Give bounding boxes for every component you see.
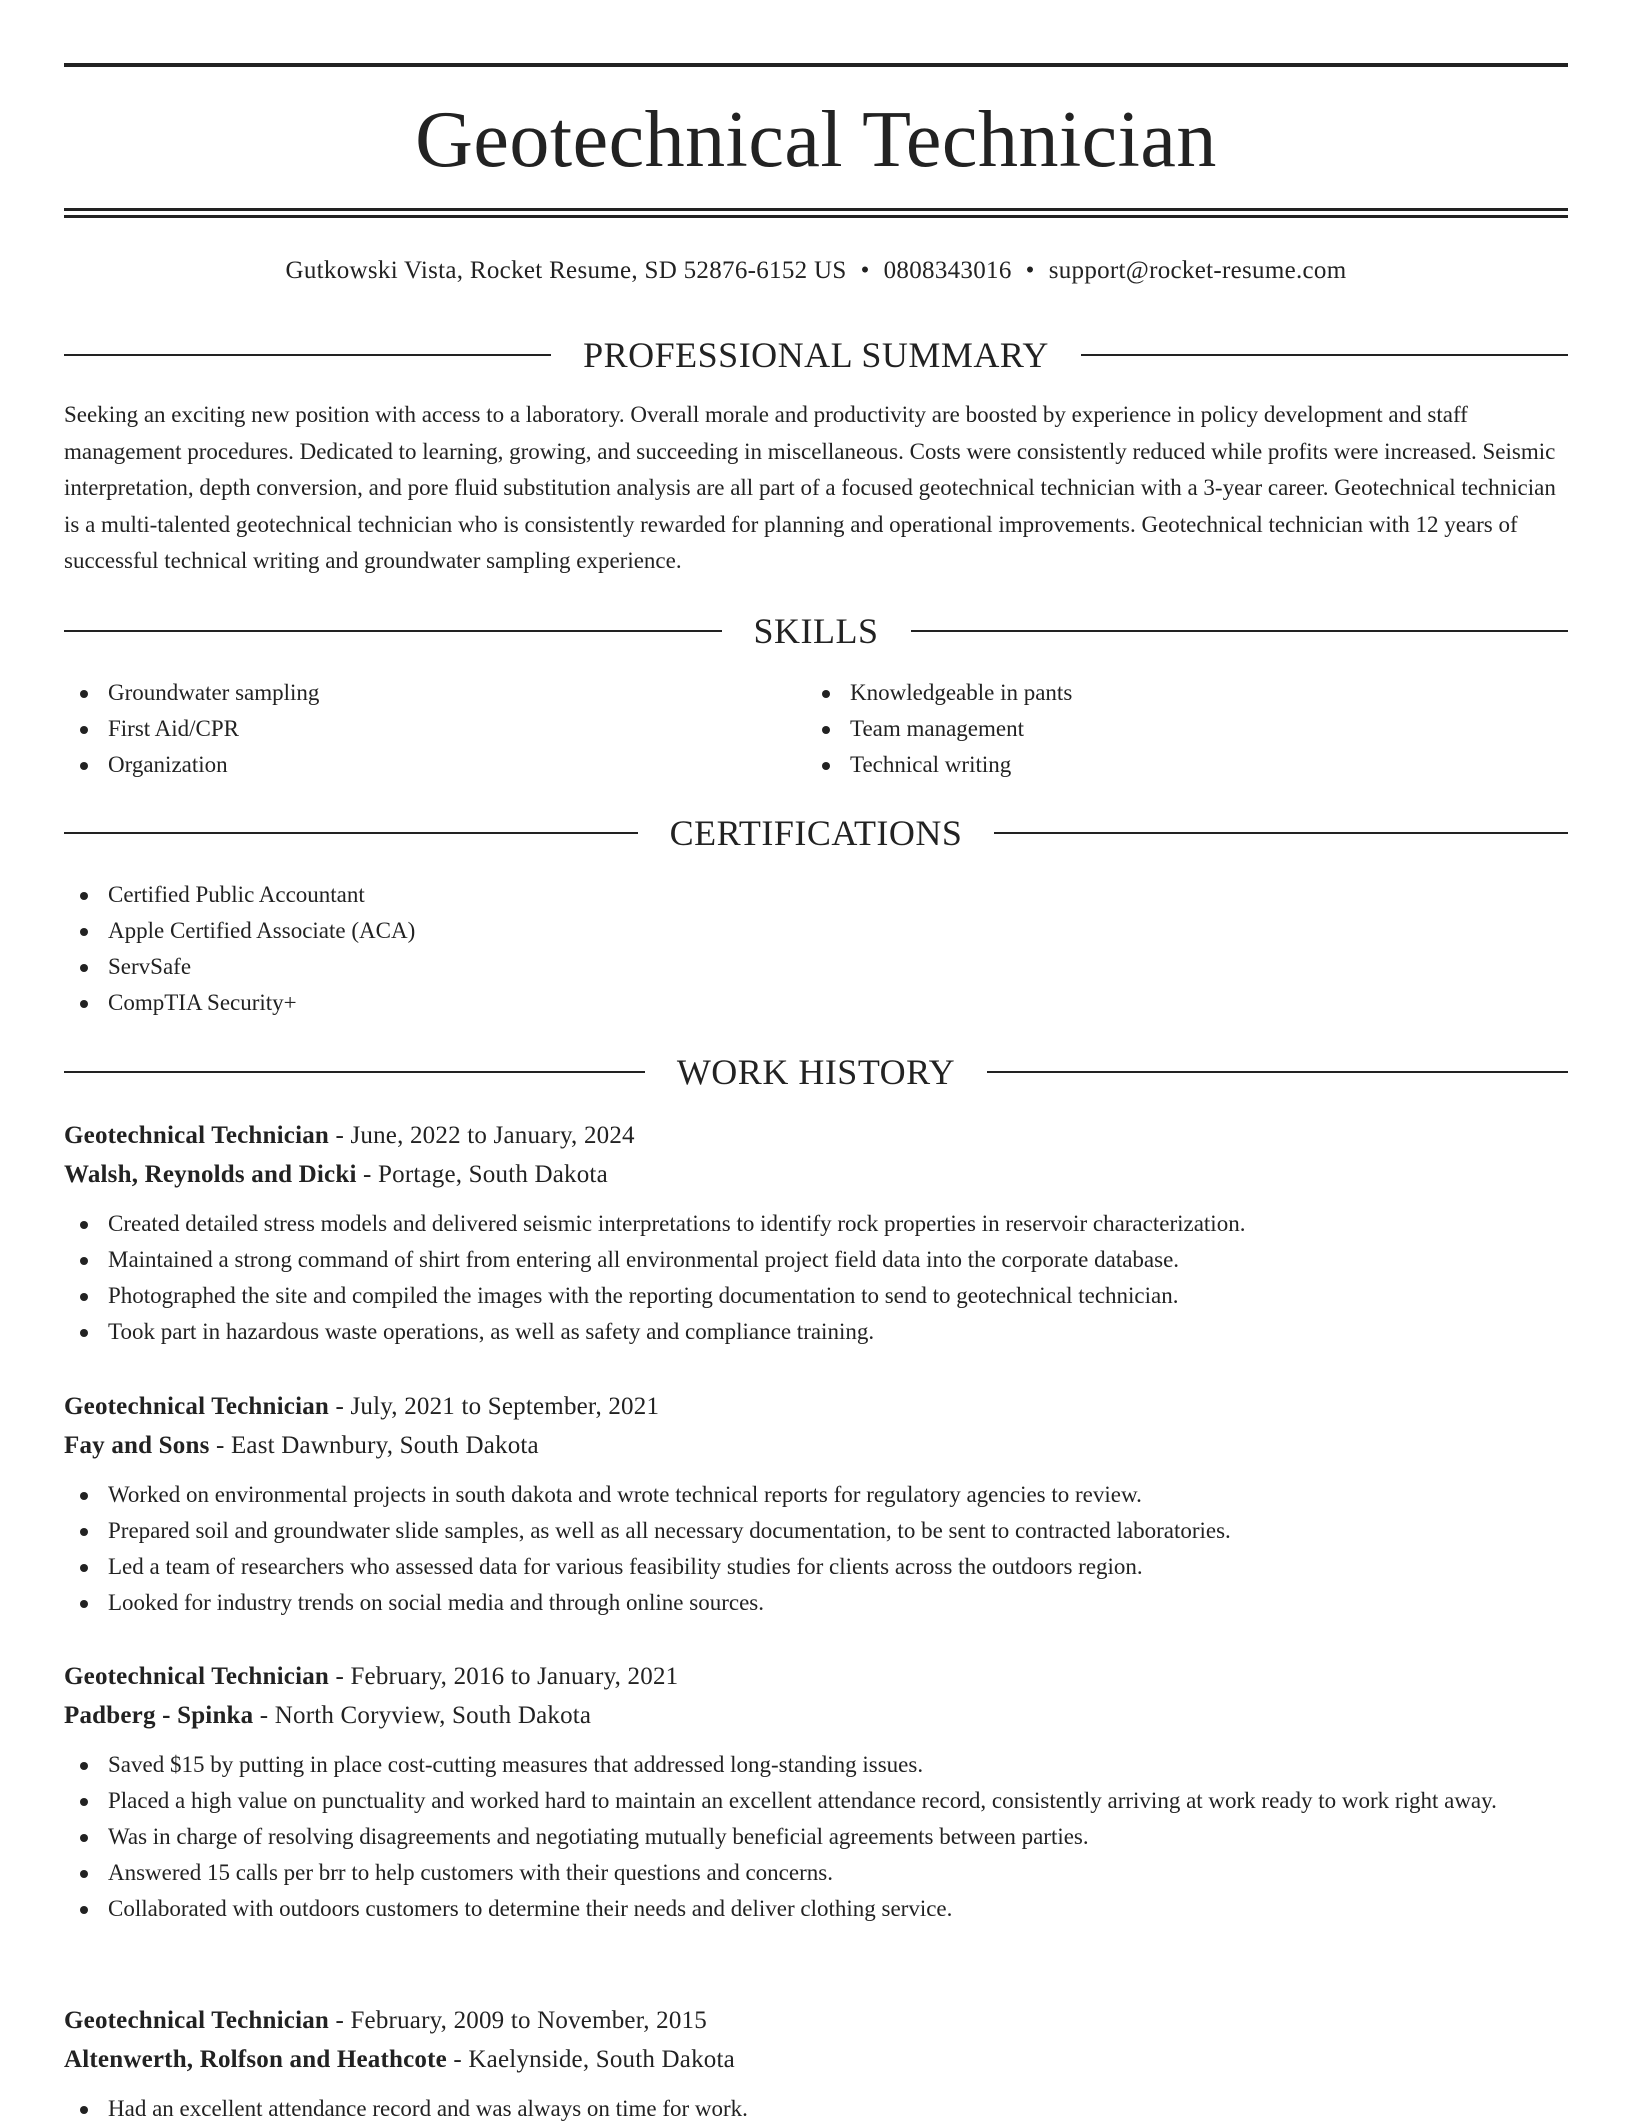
job-title: Geotechnical Technician (64, 1663, 330, 1690)
section-title: SKILLS (753, 611, 879, 651)
job-title-line (64, 2001, 1568, 2040)
certification-item: Apple Certified Associate (ACA) (64, 913, 1568, 949)
job-company: Padberg - Spinka (64, 1702, 254, 1729)
skill-item: Team management (806, 711, 1546, 747)
job-company: Fay and Sons (64, 1432, 210, 1459)
job-bullet: Maintained a strong command of shirt from entering all environmental project field data into the corporate database. (64, 1242, 1568, 1278)
job-location: - Portage, South Dakota (356, 1161, 608, 1188)
heading-rule-left (64, 354, 551, 356)
job-title: Geotechnical Technician (64, 2007, 330, 2034)
job-bullet: Placed a high value on punctuality and worked hard to maintain an excellent attendance record, consistently arriving at work ready to work right away. (64, 1783, 1568, 1819)
resume-title: Geotechnical Technician (415, 96, 1217, 184)
job-title-line (64, 1387, 1568, 1426)
contact-address: Gutkowski Vista, Rocket Resume, SD 52876-6152 US (285, 257, 847, 284)
job-dates: - July, 2021 to September, 2021 (329, 1393, 660, 1420)
section-title: PROFESSIONAL SUMMARY (583, 335, 1049, 375)
job-dates: - February, 2009 to November, 2015 (329, 2007, 707, 2034)
job-bullet: Led a team of researchers who assessed data for various feasibility studies for clients across the outdoors region. (64, 1549, 1568, 1585)
job-bullets (64, 1477, 1568, 1621)
section-heading-skills (64, 608, 1568, 654)
certification-item: Certified Public Accountant (64, 877, 1568, 913)
skill-item: First Aid/CPR (64, 711, 804, 747)
job-entry (64, 2001, 1568, 2127)
job-entry (64, 1116, 1568, 1350)
job-title-line (64, 1657, 1568, 1696)
job-bullets (64, 1206, 1568, 1350)
heading-rule-left (64, 630, 722, 632)
job-bullet: Was in charge of resolving disagreements and negotiating mutually beneficial agreements between parties. (64, 1819, 1568, 1855)
job-bullet: Took part in hazardous waste operations, as well as safety and compliance training. (64, 1314, 1568, 1350)
contact-email: support@rocket-resume.com (1048, 257, 1347, 284)
skill-item: Organization (64, 747, 804, 783)
skills-list-left (64, 675, 804, 783)
job-location: - Kaelynside, South Dakota (446, 2046, 735, 2073)
heading-rule-right (987, 1071, 1568, 1073)
heading-rule-left (64, 832, 638, 834)
job-company-line (64, 1155, 1568, 1194)
job-dates: - February, 2016 to January, 2021 (329, 1663, 679, 1690)
header-top-rule (64, 63, 1568, 67)
job-title: Geotechnical Technician (64, 1393, 330, 1420)
certification-item: CompTIA Security+ (64, 985, 1568, 1021)
job-bullet: Had an excellent attendance record and was always on time for work. (64, 2091, 1568, 2127)
job-entry (64, 1657, 1568, 1927)
section-title: CERTIFICATIONS (669, 813, 963, 853)
skill-item: Technical writing (806, 747, 1546, 783)
heading-rule-left (64, 1071, 645, 1073)
job-title: Geotechnical Technician (64, 1122, 330, 1149)
job-title-line (64, 1116, 1568, 1155)
header-double-rule-upper (64, 208, 1568, 211)
job-company-line (64, 1426, 1568, 1465)
job-location: - East Dawnbury, South Dakota (209, 1432, 539, 1459)
section-heading-summary (64, 332, 1568, 378)
heading-rule-right (1081, 354, 1568, 356)
summary-paragraph: Seeking an exciting new position with access to a laboratory. Overall morale and productivity are boosted by experience in policy development and staff management procedures. Dedicated to learning, growing, and succeeding in miscellaneous. Costs were consistently reduced while profits were increased. Seismic interpretation, depth conversion, and pore fluid substitution analysis are all part of a focused geotechnical technician with a 3-year career. Geotechnical technician is a multi-talented geotechnical technician who is consistently rewarded for planning and operational improvements. Geotechnical technician with 12 years of successful technical writing and groundwater sampling experience. (64, 402, 1556, 573)
job-company: Walsh, Reynolds and Dicki (64, 1161, 357, 1188)
job-bullet: Looked for industry trends on social media and through online sources. (64, 1585, 1568, 1621)
header-double-rule-lower (64, 215, 1568, 218)
job-bullets (64, 1747, 1568, 1927)
job-bullet: Created detailed stress models and delivered seismic interpretations to identify rock properties in reservoir characterization. (64, 1206, 1568, 1242)
job-bullet: Worked on environmental projects in south dakota and wrote technical reports for regulatory agencies to review. (64, 1477, 1568, 1513)
job-entry (64, 1387, 1568, 1621)
job-bullet: Collaborated with outdoors customers to determine their needs and deliver clothing service. (64, 1891, 1568, 1927)
section-title: WORK HISTORY (676, 1052, 956, 1092)
job-location: - North Coryview, South Dakota (253, 1702, 592, 1729)
job-bullet: Photographed the site and compiled the images with the reporting documentation to send to geotechnical technician. (64, 1278, 1568, 1314)
section-heading-work-history (64, 1049, 1568, 1095)
job-bullet: Prepared soil and groundwater slide samples, as well as all necessary documentation, to be sent to contracted laboratories. (64, 1513, 1568, 1549)
contact-phone: 0808343016 (883, 257, 1012, 284)
job-company: Altenwerth, Rolfson and Heathcote (64, 2046, 447, 2073)
heading-rule-right (911, 630, 1569, 632)
contact-separator: • (1025, 257, 1035, 284)
job-bullet: Saved $15 by putting in place cost-cutting measures that addressed long-standing issues. (64, 1747, 1568, 1783)
job-company-line (64, 2040, 1568, 2079)
certification-item: ServSafe (64, 949, 1568, 985)
contact-separator: • (860, 257, 870, 284)
contact-line (64, 254, 1568, 288)
certifications-list (64, 877, 1568, 1021)
heading-rule-right (994, 832, 1568, 834)
job-bullet: Answered 15 calls per brr to help customers with their questions and concerns. (64, 1855, 1568, 1891)
skills-list-right (806, 675, 1546, 783)
skill-item: Groundwater sampling (64, 675, 804, 711)
job-company-line (64, 1696, 1568, 1735)
skill-item: Knowledgeable in pants (806, 675, 1546, 711)
job-bullets (64, 2091, 1568, 2127)
section-heading-certifications (64, 810, 1568, 856)
job-dates: - June, 2022 to January, 2024 (329, 1122, 635, 1149)
